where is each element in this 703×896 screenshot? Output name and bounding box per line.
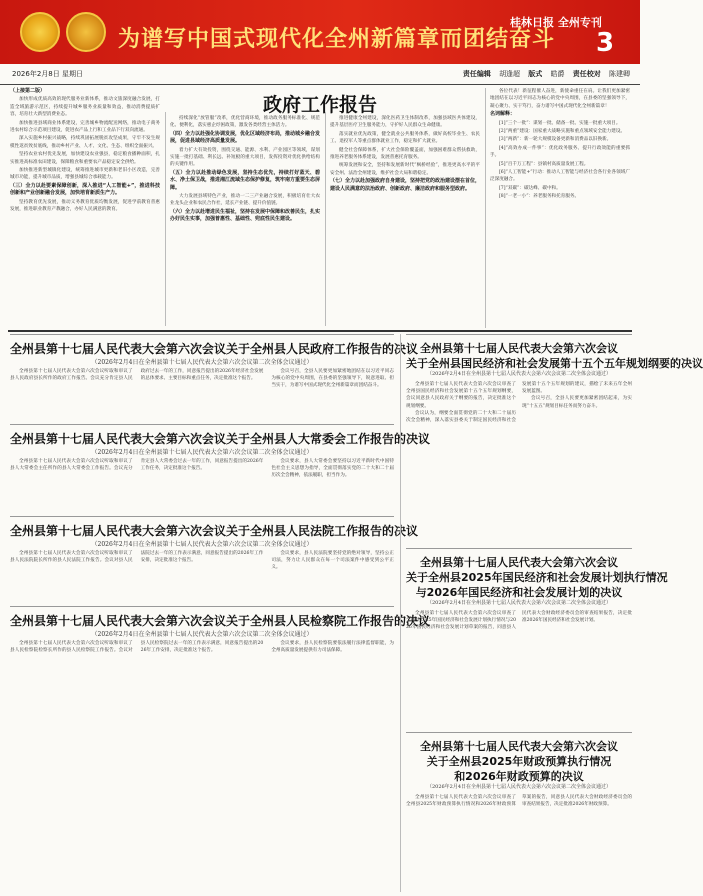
resolution-paragraph: 会议认为，纲要全面贯彻党的二十大和二十届历次全会精神，深入落实县委关于制定国民经济和社会发展第十五个五年规划的建议，描绘了未来五年全州发展蓝图。 xyxy=(406,382,632,424)
page-number: 3 xyxy=(596,28,615,58)
resolution-body xyxy=(10,550,394,600)
resolution-paragraph: 全州县第十七届人民代表大会第六次会议听取和审议了县人民政府县长所作的政府工作报告。会议充分肯定县人民政府过去一年的工作，同意报告提出的2026年经济社会发展的总体要求、主要目标和重点任务，决定批准这个报告。 xyxy=(10,369,264,382)
report-paragraph: 加快推进县域商业体系建设，完善城乡物流配送网络，推动电子商务进农村综合示范项目建设，促进农产品上行和工业品下行双向流通。 xyxy=(10,120,160,134)
report-paragraph: [2]“两重”建设：国家重大战略实施和重点领域安全能力建设。 xyxy=(499,129,626,135)
resolution-title: 和2026年财政预算的决议 xyxy=(454,770,584,783)
report-column-4 xyxy=(490,88,630,328)
report-paragraph: 各位代表！新征程催人奋进，新使命重任在肩。让我们更加紧密地团结在以习近平同志为核心的党中央周围，在县委的坚强领导下，凝心聚力、实干笃行，奋力谱写中国式现代化全州新篇章！ xyxy=(490,89,630,109)
resolution-title: 全州县第十七届人民代表大会第六次会议关于全州县人民法院工作报告的决议 xyxy=(10,524,419,538)
resolution-paragraph: 全州县第十七届人民代表大会第六次会议听取和审议了县人大常委会主任所作的县人大常委会工作报告。会议充分肯定县人大常委会过去一年的工作，同意报告提出的2026年工作任务，决定批准这个报告。 xyxy=(10,459,264,472)
report-paragraph: [7]“双碳”：碳达峰、碳中和。 xyxy=(499,185,561,191)
report-paragraph: 深入实施乡村振兴战略，持续巩固拓展脱贫攻坚成果，守牢不发生规模性返贫致贫底线，推动乡村产业、人才、文化、生态、组织全面振兴。 xyxy=(10,136,160,149)
resolution-body xyxy=(406,610,632,726)
resolution-subtitle: （2026年2月4日在全州县第十七届人民代表大会第六次会议第二次全体会议通过） xyxy=(426,371,612,377)
resolution-body xyxy=(10,640,394,890)
report-paragraph: 加快形成优质高效的现代服务业新体系，推动文旅深度融合发展，打造全域旅游示范区，持续提升城乡服务业质量和效益，推动消费提质扩容，培育壮大新型消费业态。 xyxy=(10,97,160,118)
resolution-paragraph: 全州县第十七届人民代表大会第六次会议审查了全州县2025年财政预算执行情况和2026年财政预算草案的报告，同意县人民代表大会财政经济委员会的审查结果报告，决定批准2026年财政预算。 xyxy=(406,795,632,808)
report-subheading: 名词解释： xyxy=(490,111,516,118)
report-subheading: （六）全力以赴增进民生福祉，坚持在发展中保障和改善民生，扎实办好民生实事，加强普惠性、基础性、兜底性民生建设。 xyxy=(170,208,321,223)
report-paragraph: [1]“三个一批”：谋划一批、储备一批、实施一批重大项目。 xyxy=(499,120,621,126)
issue-date: 2026年2月8日 星期日 xyxy=(12,70,83,78)
resolution-title: 全州县第十七届人民代表大会第六次会议 xyxy=(420,740,618,753)
report-paragraph: 加快推进新型城镇化建设，统筹推进城市更新和老旧小区改造，完善城市功能，提升城市品质，增强县城综合承载能力。 xyxy=(10,168,160,181)
resolution-title: 关于全州县2025年财政预算执行情况 xyxy=(426,755,612,768)
editor-name: 胡逢超 xyxy=(499,70,521,78)
resolution-paragraph: 全州县第十七届人民代表大会第六次会议审查了全州县国民经济和社会发展第十五个五年规划纲要，会议同意县人民政府关于纲要的报告，决定批准这个规划纲要。 xyxy=(406,382,516,409)
report-paragraph: 落实就业优先政策，健全就业公共服务体系，做好高校毕业生、农民工、退役军人等重点群体就业工作，稳定和扩大就业。 xyxy=(330,131,480,145)
resolution-title: 全州县第十七届人民代表大会第六次会议 xyxy=(420,342,618,355)
resolution-title: 与2026年国民经济和社会发展计划的决议 xyxy=(415,586,623,599)
continued-marker: （上接第二版） xyxy=(10,88,46,94)
report-paragraph: [8]“一老一小”：养老服务和托育服务。 xyxy=(499,194,580,200)
report-column-1 xyxy=(10,88,160,328)
resolution-paragraph: 会议号召，全县人民要更加紧密地团结在以习近平同志为核心的党中央周围，在县委的坚强领导下，锐意进取、担当实干，为谱写中国式现代化全州新篇章而团结奋斗。 xyxy=(271,369,394,389)
resolution-title: 关于全州县2025年国民经济和社会发展计划执行情况 xyxy=(406,571,668,584)
resolution-subtitle: （2026年2月4日在全州县第十七届人民代表大会第六次会议第二次全体会议通过） xyxy=(91,359,313,366)
report-subheading: （四）全力以赴强化协调发展，优化区域经济布局，推动城乡融合发展，促进县域经济高质量发展。 xyxy=(170,130,321,145)
report-paragraph: 坚持农业农村优先发展，加快建设农业强县，稳定粮食播种面积，扎实推进高标准农田建设，保障粮食和重要农产品稳定安全供给。 xyxy=(10,152,160,165)
report-paragraph: 着力扩大有效投资，围绕交通、能源、水利、产业园区等领域，谋划实施一批打基础、利长远、补短板的重大项目，发挥投资对优化供给结构的关键作用。 xyxy=(170,147,320,168)
report-paragraph: [6]“人工智能+”行动：推动人工智能与经济社会各行业各领域广泛深度融合。 xyxy=(490,170,630,183)
editor-role: 责任编辑 xyxy=(462,70,491,78)
resolution-paragraph: 会议号召，全县人民要更加紧密团结起来，为实现“十五五”规划目标任务而努力奋斗。 xyxy=(522,396,632,409)
masthead-banner xyxy=(0,0,640,64)
resolution-title: 关于全州县国民经济和社会发展第十五个五年规划纲要的决议 xyxy=(406,357,703,370)
resolution-title: 全州县第十七届人民代表大会第六次会议关于全州县人民政府工作报告的决议 xyxy=(10,342,419,356)
resolution-title: 全州县第十七届人民代表大会第六次会议关于全州县人大常委会工作报告的决议 xyxy=(10,432,431,446)
report-paragraph: [5]“百千万工程”：县镇村高质量发展工程。 xyxy=(499,161,589,167)
report-subheading: （三）全力以赴要素保障创新，深入推进“人工智能+”，推进科技创新和产业创新融合发展，加快培育新质生产力。 xyxy=(10,182,160,197)
resolution-subtitle: （2026年2月4日在全州县第十七届人民代表大会第六次会议第二次全体会议通过） xyxy=(91,631,313,638)
report-subheading: （七）全力以赴加强政府自身建设，坚持把党的政治建设摆在首位，建设人民满意的法治政府、创新政府、廉洁政府和服务型政府。 xyxy=(330,178,481,192)
report-paragraph: 坚持教育优先发展，推动义务教育优质均衡发展，促进学前教育普惠发展，推进职业教育产教融合，办好人民满意的教育。 xyxy=(10,199,160,213)
party-emblem-icon xyxy=(66,12,106,52)
resolution-body xyxy=(10,368,394,418)
report-paragraph: 健全社会保障体系，扩大社会保险覆盖面，加强困难群众帮扶救助，推进养老服务体系建设，发展普惠托育服务。 xyxy=(330,147,480,161)
editor-name: 陈建卿 xyxy=(609,70,630,78)
report-paragraph: 持续深化“放管服”改革，优化营商环境，推动政务服务标准化、规范化、便利化，落实惠企纾困政策，激发各类经营主体活力。 xyxy=(170,116,320,129)
section-divider xyxy=(8,330,632,332)
info-bar xyxy=(0,64,640,85)
resolution-subtitle: （2026年2月4日在全州县第十七届人民代表大会第六次会议第二次全体会议通过） xyxy=(91,449,313,456)
national-emblem-icon xyxy=(20,12,60,52)
report-paragraph: 统筹发展和安全，坚持和发展新时代“枫桥经验”，推进更高水平的平安全州、法治全州建设，维护社会大局和谐稳定。 xyxy=(330,163,480,176)
resolution-title: 全州县第十七届人民代表大会第六次会议 xyxy=(420,556,618,569)
resolution-paragraph: 会议要求，县人大常委会要坚持以习近平新时代中国特色社会主义思想为指导，全面贯彻落实党的二十大和二十届历次全会精神，依法履职，担当作为。 xyxy=(271,459,394,479)
paper-name: 桂林日报 全州专刊 xyxy=(510,16,602,29)
report-subheading: （五）全力以赴推动绿色发展，坚持生态优先，持续打好蓝天、碧水、净土保卫战，推进湘江流域生态保护修复，筑牢南方重要生态屏障。 xyxy=(170,169,321,191)
report-paragraph: [4]“高效办成一件事”：优化政务服务、提升行政效能的重要抓手。 xyxy=(490,145,630,159)
resolution-paragraph: 会议要求，县人民检察院要依法履行法律监督职能，为全州高质量发展提供有力司法保障。 xyxy=(271,641,394,654)
editor-role: 版式 xyxy=(528,70,543,78)
report-paragraph: 推进健康全州建设，深化医药卫生体制改革，加强县域医共体建设，提升基层医疗卫生服务能力，守护好人民群众生命健康。 xyxy=(330,116,480,129)
editor-credits xyxy=(457,69,630,79)
report-paragraph: [3]“两新”：新一轮大规模设备更新和消费品以旧换新。 xyxy=(499,137,612,143)
editor-role: 责任校对 xyxy=(572,70,601,78)
resolution-paragraph: 会议要求，县人民法院要坚持党的绝对领导，坚持公正司法，努力让人民群众在每一个司法案件中感受到公平正义。 xyxy=(271,551,394,571)
resolution-title: 全州县第十七届人民代表大会第六次会议关于全州县人民检察院工作报告的决议 xyxy=(10,614,431,628)
resolution-body xyxy=(406,794,632,890)
resolution-subtitle: （2026年2月4日在全州县第十七届人民代表大会第六次会议第二次全体会议通过） xyxy=(91,541,313,548)
resolution-body xyxy=(406,381,632,542)
resolution-subtitle: （2026年2月4日在全州县第十七届人民代表大会第六次会议第二次全体会议通过） xyxy=(426,600,612,606)
resolution-paragraph: 全州县第十七届人民代表大会第六次会议审查了全州县2025年国民经济和社会发展计划执行情况与2026年国民经济和社会发展计划草案的报告，同意县人民代表大会财政经济委员会的审查结果报告，决定批准2026年国民经济和社会发展计划。 xyxy=(406,611,632,631)
report-title: 政府工作报告 xyxy=(262,94,377,116)
resolution-paragraph: 全州县第十七届人民代表大会第六次会议听取和审议了县人民检察院检察长所作的县人民检察院工作报告。会议对县人民检察院过去一年的工作表示满意，同意报告提出的2026年工作安排，决定批准这个报告。 xyxy=(10,641,264,654)
masthead-slogan: 为谱写中国式现代化全州新篇章而团结奋斗 xyxy=(118,27,556,52)
resolution-subtitle: （2026年2月4日在全州县第十七届人民代表大会第六次会议第二次全体会议通过） xyxy=(426,784,612,790)
resolution-body xyxy=(10,458,394,510)
editor-name: 皓爵 xyxy=(550,70,565,78)
resolution-paragraph: 全州县第十七届人民代表大会第六次会议听取和审议了县人民法院院长所作的县人民法院工作报告。会议对县人民法院过去一年的工作表示满意，同意报告提出的2026年工作安排，决定批准这个报告。 xyxy=(10,551,264,564)
report-column-3 xyxy=(330,115,480,328)
report-column-2 xyxy=(170,115,320,328)
report-paragraph: 大力发展县域特色产业，推动一二三产业融合发展，积极培育壮大农业龙头企业和农民合作社，延长产业链、提升价值链。 xyxy=(170,194,320,207)
